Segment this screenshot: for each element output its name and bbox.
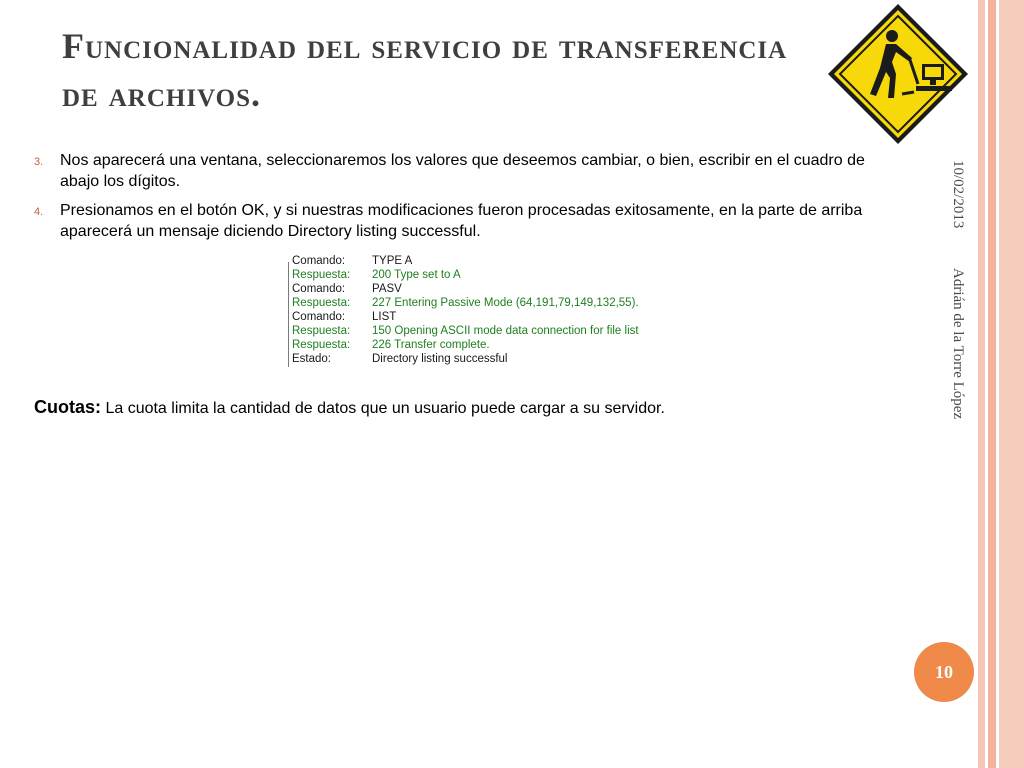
log-row bbox=[289, 352, 645, 366]
bullet-list bbox=[34, 150, 904, 250]
list-item bbox=[34, 150, 904, 192]
list-item-text: Nos aparecerá una ventana, seleccionaremos los valores que deseemos cambiar, o bien, escribir en el cuadro de abajo los dígitos. bbox=[60, 152, 865, 190]
under-construction-sign-icon bbox=[826, 2, 970, 146]
slide-author: Adrián de la Torre López bbox=[950, 268, 966, 420]
page-number-badge: 10 bbox=[914, 642, 974, 702]
log-value: LIST bbox=[372, 311, 397, 323]
quota-paragraph bbox=[34, 396, 914, 420]
decorative-stripe bbox=[978, 0, 985, 768]
log-label: Estado: bbox=[292, 353, 331, 365]
slide-title: Funcionalidad del servicio de transferencia de archivos. bbox=[62, 26, 788, 114]
log-label: Respuesta: bbox=[292, 325, 351, 337]
log-row bbox=[289, 338, 645, 352]
list-item-number: 3. bbox=[34, 156, 44, 168]
log-label: Respuesta: bbox=[292, 269, 351, 281]
log-value: Directory listing successful bbox=[372, 353, 508, 365]
log-value: TYPE A bbox=[372, 255, 413, 267]
log-label: Respuesta: bbox=[292, 339, 351, 351]
quota-text: La cuota limita la cantidad de datos que un usuario puede cargar a su servidor. bbox=[101, 400, 665, 417]
list-item-number: 4. bbox=[34, 206, 44, 218]
quota-label: Cuotas: bbox=[34, 397, 101, 417]
log-value: 226 Transfer complete. bbox=[372, 339, 490, 351]
list-item-text: Presionamos en el botón OK, y si nuestras modificaciones fueron procesadas exitosamente, en la parte de arriba aparecerá un mensaje diciendo Directory listing successful. bbox=[60, 202, 863, 240]
log-value: 200 Type set to A bbox=[372, 269, 461, 281]
log-row bbox=[289, 324, 645, 338]
log-row bbox=[289, 268, 645, 282]
log-row bbox=[289, 310, 645, 324]
log-value: PASV bbox=[372, 283, 402, 295]
log-label: Comando: bbox=[292, 283, 346, 295]
log-label: Comando: bbox=[292, 311, 346, 323]
log-row bbox=[289, 254, 645, 268]
decorative-stripe bbox=[988, 0, 996, 768]
log-value: 150 Opening ASCII mode data connection for file list bbox=[372, 325, 639, 337]
slide-date: 10/02/2013 bbox=[950, 160, 966, 229]
decorative-stripe bbox=[999, 0, 1024, 768]
log-label: Comando: bbox=[292, 255, 346, 267]
list-item bbox=[34, 200, 904, 242]
ftp-log-screenshot bbox=[288, 255, 645, 367]
log-row bbox=[289, 296, 645, 310]
log-value: 227 Entering Passive Mode (64,191,79,149,132,55). bbox=[372, 297, 639, 309]
log-row bbox=[289, 282, 645, 296]
log-label: Respuesta: bbox=[292, 297, 351, 309]
